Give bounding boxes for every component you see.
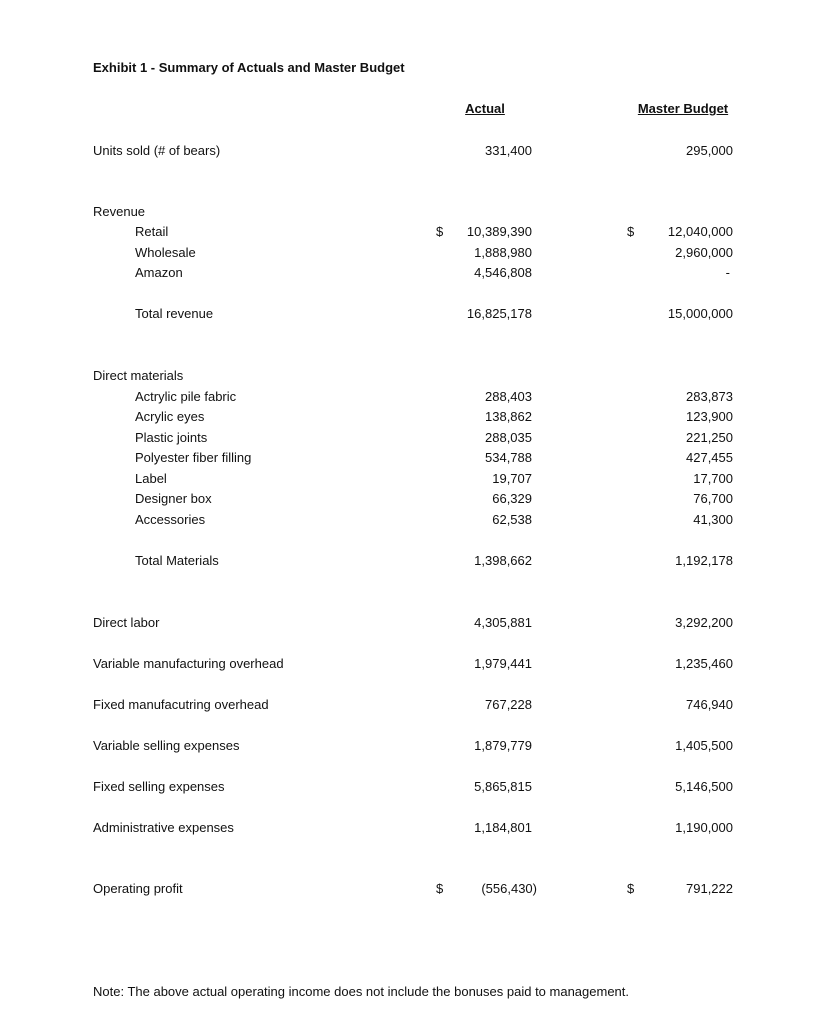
material-item-budget: 283,873 (686, 389, 733, 404)
cost-row-budget: 3,292,200 (675, 615, 733, 630)
column-header-actual: Actual (465, 101, 505, 116)
cost-row-actual: 1,184,801 (474, 820, 532, 835)
cost-row-actual: 5,865,815 (474, 779, 532, 794)
cost-row-actual: 1,879,779 (474, 738, 532, 753)
material-item-actual: 66,329 (492, 491, 532, 506)
revenue-item-label: Wholesale (135, 245, 196, 260)
currency-symbol: $ (436, 881, 444, 896)
column-header-master-budget: Master Budget (637, 101, 729, 116)
material-item-budget: 427,455 (686, 450, 733, 465)
cost-row-label: Administrative expenses (93, 820, 234, 835)
revenue-item-label: Retail (135, 224, 169, 239)
cost-row-label: Direct labor (93, 615, 160, 630)
material-item-budget: 17,700 (693, 471, 733, 486)
revenue-item-budget: - (725, 265, 730, 280)
cost-row-label: Fixed selling expenses (93, 779, 225, 794)
currency-symbol: $ (627, 224, 635, 239)
material-item-budget: 221,250 (686, 430, 733, 445)
material-item-actual: 62,538 (492, 512, 532, 527)
material-item-actual: 138,862 (485, 409, 532, 424)
material-item-actual: 288,035 (485, 430, 532, 445)
material-item-budget: 41,300 (693, 512, 733, 527)
total-revenue-label: Total revenue (135, 306, 214, 321)
cost-row-label: Variable selling expenses (93, 738, 240, 753)
material-item-actual: 19,707 (492, 471, 532, 486)
units-sold-budget: 295,000 (686, 143, 733, 158)
revenue-item-budget: 12,040,000 (667, 224, 733, 239)
revenue-item-actual: 4,546,808 (474, 265, 532, 280)
material-item-label: Polyester fiber filling (135, 450, 252, 465)
revenue-item-actual: 1,888,980 (474, 245, 532, 260)
material-item-label: Acrylic eyes (135, 409, 205, 424)
material-item-label: Label (135, 471, 167, 486)
cost-row-actual: 767,228 (485, 697, 532, 712)
currency-symbol: $ (436, 224, 444, 239)
cost-row-label: Fixed manufacutring overhead (93, 697, 269, 712)
operating-profit-label: Operating profit (93, 881, 183, 896)
cost-row-budget: 746,940 (686, 697, 733, 712)
materials-heading: Direct materials (93, 368, 184, 383)
total-materials-label: Total Materials (135, 553, 219, 568)
cost-row-actual: 1,979,441 (474, 656, 532, 671)
cost-row-budget: 5,146,500 (675, 779, 733, 794)
cost-row-label: Variable manufacturing overhead (93, 656, 284, 671)
units-sold-label: Units sold (# of bears) (93, 143, 221, 158)
revenue-item-label: Amazon (135, 265, 183, 280)
total-revenue-budget: 15,000,000 (667, 306, 733, 321)
revenue-item-budget: 2,960,000 (675, 245, 733, 260)
total-revenue-actual: 16,825,178 (466, 306, 532, 321)
cost-row-actual: 4,305,881 (474, 615, 532, 630)
total-materials-actual: 1,398,662 (474, 553, 532, 568)
operating-profit-budget: 791,222 (686, 881, 733, 896)
material-item-budget: 76,700 (693, 491, 733, 506)
material-item-budget: 123,900 (686, 409, 733, 424)
material-item-actual: 288,403 (485, 389, 532, 404)
operating-profit-actual: (556,430) (481, 881, 537, 896)
material-item-label: Plastic joints (135, 430, 208, 445)
units-sold-actual: 331,400 (485, 143, 532, 158)
footnote: Note: The above actual operating income does not include the bonuses paid to management. (93, 984, 630, 999)
material-item-label: Designer box (135, 491, 212, 506)
material-item-label: Accessories (135, 512, 206, 527)
cost-row-budget: 1,190,000 (675, 820, 733, 835)
currency-symbol: $ (627, 881, 635, 896)
exhibit-title: Exhibit 1 - Summary of Actuals and Master Budget (93, 60, 405, 75)
total-materials-budget: 1,192,178 (675, 553, 733, 568)
revenue-item-actual: 10,389,390 (466, 224, 532, 239)
material-item-actual: 534,788 (485, 450, 532, 465)
material-item-label: Actrylic pile fabric (135, 389, 237, 404)
cost-row-budget: 1,235,460 (675, 656, 733, 671)
cost-row-budget: 1,405,500 (675, 738, 733, 753)
revenue-heading: Revenue (93, 204, 146, 219)
